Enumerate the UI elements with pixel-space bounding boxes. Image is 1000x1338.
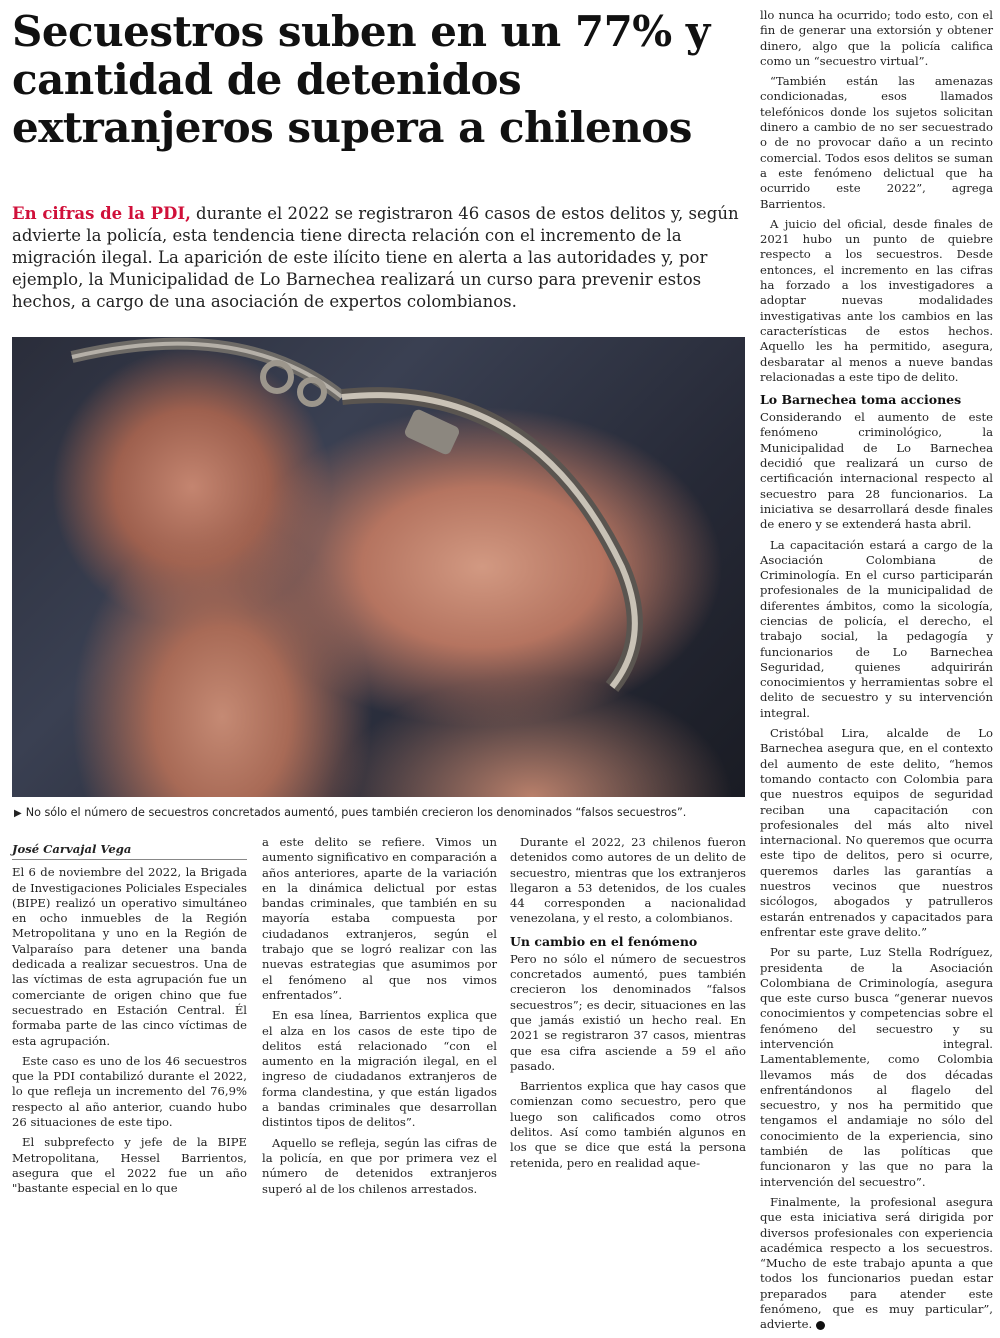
subhead-lo-barnechea: Lo Barnechea toma acciones [760,392,962,408]
col4-paragraph: Por su parte, Luz Stella Rodríguez, presidenta de la Asociación Colombiana de Criminología, asegura que este curso busca “generar nuevos conocimientos y competencias sobre el fenómeno del secuestro y su intervención integral. Lamentablemente, como Colombia llevamos más de dos décadas enfrentándonos al flagelo del secuestro, y nos ha permitido que tengamos el andamiaje no sólo del conocimiento de la experiencia, sino también de las políticas que funcionaron y las que no para la intervención del secuestro”. [760,945,993,1189]
lead-kicker: En cifras de la PDI, [12,204,191,223]
col3-paragraph: Barrientos explica que hay casos que comienzan como secuestro, pero que luego son calificados como otros delitos. Así como también algunos en los que se dice que está la persona retenida, pero en realidad aque- [510,1079,746,1170]
photo-caption [14,806,744,821]
column-1 [12,842,247,1202]
column-2 [262,835,497,1202]
col2-paragraph: Aquello se refleja, según las cifras de la policía, en que por primera vez el número de detenidos extranjeros superó al de los chilenos arrestados. [262,1135,497,1196]
col2-paragraph: a este delito se refiere. Vimos un aumento significativo en comparación a años anteriores, aparte de la variación en la dinámica delictual por estas bandas criminales, que también en su mayoría estaba compuesta por ciudadanos extranjeros, según el trabajo que se logró realizar con las nuevas estrategias que asumimos por el fenómeno al que nos vimos enfrentados”. [262,835,497,1002]
handcuffs-photo [12,337,745,797]
end-of-article-icon [816,1321,825,1330]
col1-paragraph: El 6 de noviembre del 2022, la Brigada de Investigaciones Policiales Especiales (BIPE) realizó un operativo simultáneo en ocho inmuebles de la Región Metropolitana y uno en la Región de Valparaíso para detener una banda dedicada a realizar secuestros. Una de las víctimas de esta agrupación fue un comerciante de origen chino que fue secuestrado en Estación Central. Él formaba parte de las cinco víctimas de esta agrupación. [12,865,247,1048]
column-3 [510,835,746,1176]
column-4 [760,8,993,1338]
col1-paragraph: El subprefecto y jefe de la BIPE Metropolitana, Hessel Barrientos, asegura que el 2022 fue un año "bastante especial en lo que [12,1135,247,1196]
col3-paragraph: Durante el 2022, 23 chilenos fueron detenidos como autores de un delito de secuestro, mientras que los extranjeros llegaron a 53 detenidos, de los cuales 44 corresponden a nacionalidad venezolana, y el resto, a colombianos. [510,835,746,926]
col3-paragraph: Pero no sólo el número de secuestros concretados aumentó, pues también crecieron los denominados “falsos secuestros”; es decir, situaciones en las que jamás existió un hecho real. En 2021 se registraron 37 casos, mientras que esa cifra asciende a 59 el año pasado. [510,951,746,1073]
lead-paragraph [12,203,742,313]
col4-paragraph: llo nunca ha ocurrido; todo esto, con el fin de generar una extorsión y obtener dinero, algo que la policía califica como un “secuestro virtual”. [760,8,993,68]
col4-paragraph: Considerando el aumento de este fenómeno criminológico, la Municipalidad de Lo Barnechea decidió que realizará un curso de certificación internacional respecto al secuestro para 28 funcionarios. La iniciativa se desarrollará desde finales de enero y se extenderá hasta abril. [760,410,993,532]
col2-paragraph: En esa línea, Barrientos explica que el alza en los casos de este tipo de delitos está relacionado “con el aumento en la migración ilegal, en el ingreso de ciudadanos extranjeros de forma clandestina, y que están ligados a bandas criminales que desarrollan distintos tipos de delitos”. [262,1008,497,1130]
caption-text: No sólo el número de secuestros concretados aumentó, pues también crecieron los denominados “falsos secuestros”. [25,806,687,819]
handcuffs-illustration [12,337,745,797]
col4-paragraph: “También están las amenazas condicionadas, esos llamados telefónicos donde los sujetos solicitan dinero a cambio de no ser secuestrado o de no provocar daño a un recinto comercial. Todos esos delitos se suman a este fenómeno delictual que ha ocurrido este 2022”, agrega Barrientos. [760,74,993,211]
byline: José Carvajal Vega [12,842,247,860]
col4-final-text: Finalmente, la profesional asegura que esta iniciativa será dirigida por diversos profesionales con experiencia académica respecto a los secuestros. “Mucho de este trabajo apunta a que todos los funcionarios puedan estar preparados para atender este fenómeno, que es muy particular”, advierte. [760,1194,993,1332]
col4-final-paragraph [760,1195,993,1333]
lead-text: durante el 2022 se registraron 46 casos de estos delitos y, según advierte la policía, esta tendencia tiene directa relación con el incremento de la migración ilegal. La aparición de este ilícito tiene en alerta a las autoridades y, por ejemplo, la Municipalidad de Lo Barnechea realizará un curso para prevenir estos hechos, a cargo de una asociación de expertos colombianos. [12,204,739,311]
triangle-right-icon: ▶ [14,808,22,819]
headline: Secuestros suben en un 77% y cantidad de detenidos extranjeros supera a chilenos [12,7,710,152]
col4-paragraph: Cristóbal Lira, alcalde de Lo Barnechea asegura que, en el contexto del aumento de este delito, “hemos tomando contacto con Colombia para que nuestros equipos de seguridad reciban una capacitación con profesionales del más alto nivel internacional. No queremos que ocurra este tipo de delitos, pero si ocurre, queremos darles las garantías a nuestros vecinos que nuestros sicólogos, abogados y patrulleros estarán entrenados y capacitados para enfrentar este grave delito.” [760,726,993,939]
col1-paragraph: Este caso es uno de los 46 secuestros que la PDI contabilizó durante el 2022, lo que refleja un incremento del 76,9% respecto al año anterior, cuando hubo 26 situaciones de este tipo. [12,1053,247,1130]
col4-paragraph: A juicio del oficial, desde finales de 2021 hubo un punto de quiebre respecto a los secuestros. Desde entonces, el incremento en las cifras ha forzado a los investigadores a adoptar nuevas modalidades investigativas ante los cambios en las características de estos hechos. Aquello les ha permitido, asegura, desbaratar al menos a nueve bandas relacionadas a este tipo de delito. [760,216,993,384]
col4-paragraph: La capacitación estará a cargo de la Asociación Colombiana de Criminología. En el curso participarán profesionales de la municipalidad de diferentes ámbitos, como la sicología, ciencias de policía, el derecho, el trabajo social, la pedagogía y funcionarios de Lo Barnechea Seguridad, quienes adquirirán conocimientos y herramientas sobre el delito de secuestro y su intervención integral. [760,537,993,720]
subhead-cambio: Un cambio en el fenómeno [510,933,698,949]
